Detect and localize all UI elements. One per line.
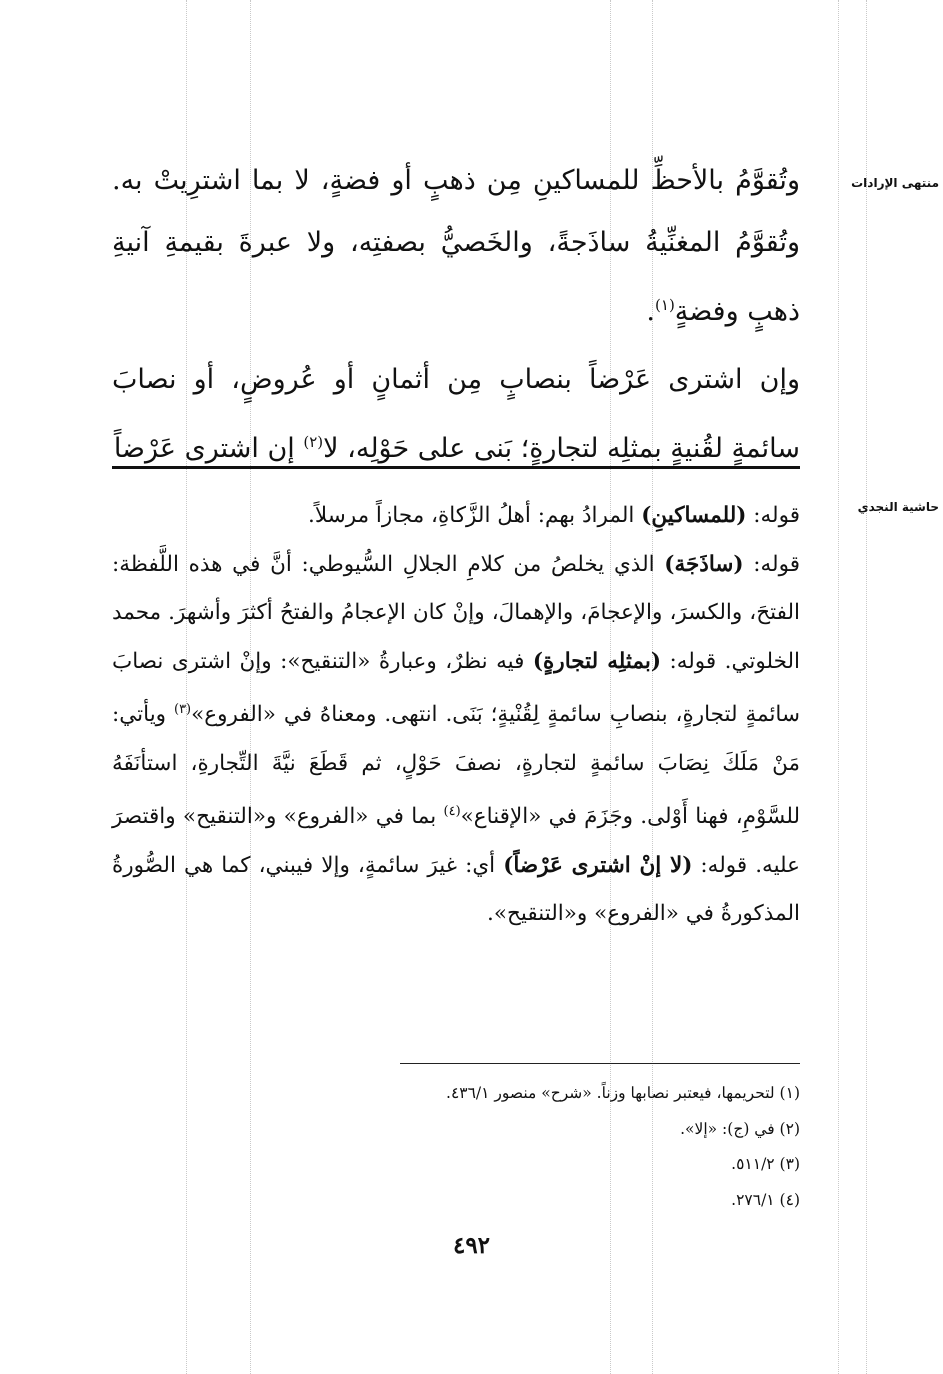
- footnote-1: (١) لتحريمها، فيعتبر نصابها وزناً. «شرح» منصور ٤٣٦/١.: [446, 1084, 800, 1102]
- footnote-ref-2: (٢): [303, 433, 324, 451]
- main-paragraph-2-continuation: إن اشترى عَرْضاً: [113, 433, 304, 464]
- commentary-text: بما في «الفروع» و«التنقيح» واقتصرَ عليه. قوله:: [112, 804, 800, 878]
- commentary-text: ويأتي: مَنْ مَلَكَ نِصَابَ سائمةٍ لتجارةٍ، نصفَ حَوْلٍ، ثم قَطَعَ نيَّةَ التِّجارةِ، استأنَفَهُ للسَّوْمِ، فهنا أَوْلى. وجَزَمَ في «الإقناع»: [112, 702, 800, 830]
- commentary-lemma: (بمثلِه لتجارةٍ): [532, 648, 661, 674]
- side-label-hashiya: حاشية النجدي: [857, 500, 939, 514]
- commentary-text: المرادُ بهم: أهلُ الزَّكاةِ، مجازاً مرسلاً.: [308, 503, 642, 528]
- hashiya-paragraph-2: [112, 541, 800, 939]
- commentary-text: قوله:: [743, 551, 800, 577]
- commentary-text: فيه نظرٌ، وعبارةُ «التنقيح»: وإنْ اشترى نصابَ سائمةٍ لتجارةٍ، بنصابِ سائمةٍ لِقُنْيةٍ؛ بَنَى. انتهى. ومعناهُ في «الفروع»: [112, 648, 800, 728]
- main-paragraph-1: [112, 150, 800, 343]
- commentary-lemma: (ساذَجَة): [664, 551, 744, 577]
- footnote-ref-4: (٤): [443, 804, 461, 820]
- footnote-2: (٢) في (ج): «إلا».: [680, 1119, 800, 1138]
- footnote-3: (٣) ٥١١/٢.: [731, 1155, 800, 1173]
- commentary-text: الذي يخلصُ من كلامِ الجلالِ السُّيوطي: أنَّ في هذه اللَّفظة: الفتحَ، والكسرَ، والإعجامَ، والإهمالَ، وإنْ كان الإعجامُ والفتحُ أكثرَ وأشهرَ. محمد الخلوتي. قوله:: [112, 551, 800, 674]
- main-paragraph-1-end: .: [646, 296, 656, 327]
- footnote-4: (٤) ٢٧٦/١.: [731, 1190, 800, 1209]
- hashiya-commentary: [112, 492, 800, 939]
- footnotes: [300, 1076, 800, 1218]
- commentary-lemma: (لا إنْ اشترى عَرْضاً): [503, 852, 693, 878]
- scan-guide-line: [866, 0, 867, 1374]
- main-paragraph-2: [112, 349, 800, 480]
- footnote-ref-1: (١): [655, 296, 675, 314]
- footnote-ref-3: (٣): [173, 702, 192, 717]
- main-paragraph-1-text: وتُقوَّمُ بالأحظِّ للمساكينِ مِن ذهبٍ أو فضةٍ، لا بما اشترِيتْ به. وتُقوَّمُ المغنِّيةُ ساذَجةً، والخَصيُّ بصفتِه، ولا عبرةَ بقيمةِ آنيةِ ذهبٍ وفضةٍ: [112, 165, 800, 327]
- commentary-text: قوله:: [746, 503, 800, 528]
- commentary-text: أي: غيرَ سائمةٍ، وإلا فيبني، كما هي الصُّورةُ المذكورةُ في «الفروع» و«التنقيح».: [112, 852, 800, 927]
- text-divider: [112, 466, 800, 469]
- scan-guide-line: [838, 0, 839, 1374]
- main-text: [112, 150, 800, 480]
- footnote-divider: [400, 1063, 800, 1064]
- side-label-main: منتهى الإرادات: [851, 176, 939, 190]
- main-paragraph-2-text: وإن اشترى عَرْضاً بنصابٍ مِن أثمانٍ أو عُروضٍ، أو نصابَ سائمةٍ لقُنيةٍ بمثلِه لتجارةٍ؛ بَنى على حَوْلِه، لا: [112, 364, 800, 464]
- page-number: ٤٩٢: [452, 1232, 491, 1259]
- commentary-lemma: (للمساكينِ): [641, 503, 747, 528]
- hashiya-line-1: [112, 492, 800, 541]
